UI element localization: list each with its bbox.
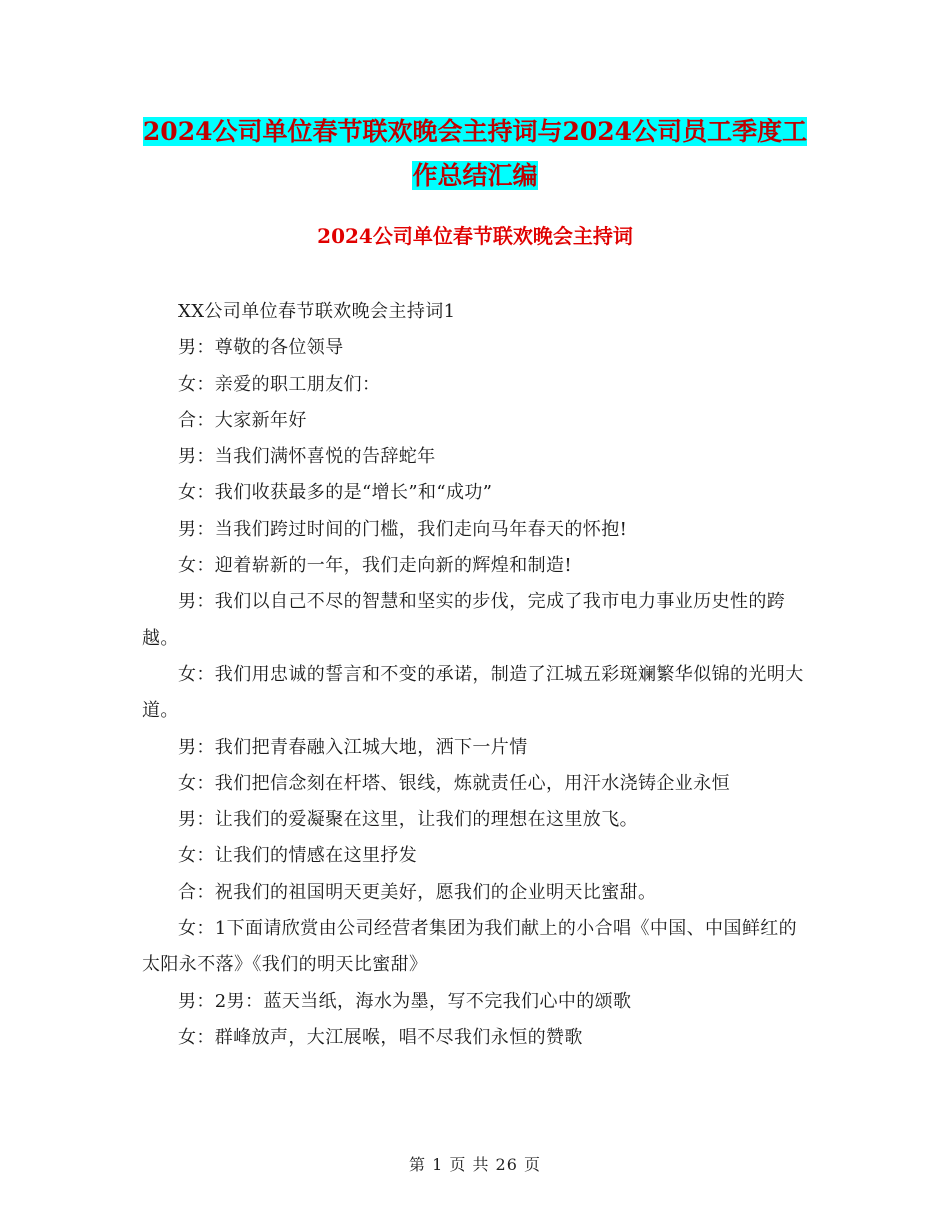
body-paragraph: 女：亲爱的职工朋友们： bbox=[178, 373, 381, 395]
body-paragraph: 男：我们以自己不尽的智慧和坚实的步伐，完成了我市电力事业历史性的跨越。 bbox=[142, 591, 786, 649]
document-title-text: 2024公司单位春节联欢晚会主持词与2024公司员工季度工作总结汇编 bbox=[142, 117, 808, 190]
body-paragraph: 合：祝我们的祖国明天更美好，愿我们的企业明天比蜜甜。 bbox=[178, 881, 657, 903]
body-paragraph: 男：当我们跨过时间的门槛，我们走向马年春天的怀抱! bbox=[178, 518, 628, 540]
body-paragraph: 女：我们用忠诚的誓言和不变的承诺，制造了江城五彩斑斓繁华似锦的光明大道。 bbox=[142, 663, 804, 722]
body-paragraph: 女：让我们的情感在这里抒发 bbox=[178, 845, 418, 867]
body-paragraph: 合：大家新年好 bbox=[178, 409, 307, 431]
body-paragraph: 女：迎着崭新的一年，我们走向新的辉煌和制造! bbox=[178, 555, 573, 577]
document-body bbox=[142, 294, 810, 1056]
body-paragraph: 女：1下面请欣赏由公司经营者集团为我们献上的小合唱《中国、中国鲜红的太阳永不落》《我们的明天比蜜甜》 bbox=[142, 918, 798, 976]
body-paragraph: 男：我们把青春融入江城大地，洒下一片情 bbox=[178, 736, 528, 758]
body-paragraph: XX公司单位春节联欢晚会主持词1 bbox=[178, 301, 456, 322]
body-paragraph: 女：群峰放声，大江展喉，唱不尽我们永恒的赞歌 bbox=[178, 1026, 583, 1048]
body-paragraph: 男：让我们的爱凝聚在这里，让我们的理想在这里放飞。 bbox=[178, 809, 638, 831]
section-title: 2024公司单位春节联欢晚会主持词 bbox=[317, 224, 633, 248]
body-paragraph: 男：当我们满怀喜悦的告辞蛇年 bbox=[178, 446, 436, 468]
document-title bbox=[140, 110, 810, 198]
page-footer: 第 1 页 共 26 页 bbox=[409, 1155, 541, 1174]
body-paragraph: 男：2男：蓝天当纸，海水为墨，写不完我们心中的颂歌 bbox=[178, 990, 632, 1012]
body-paragraph: 女：我们收获最多的是“增长”和“成功” bbox=[178, 482, 493, 504]
body-paragraph: 男：尊敬的各位领导 bbox=[178, 337, 344, 359]
body-paragraph: 女：我们把信念刻在杆塔、银线，炼就责任心，用汗水浇铸企业永恒 bbox=[178, 772, 730, 794]
